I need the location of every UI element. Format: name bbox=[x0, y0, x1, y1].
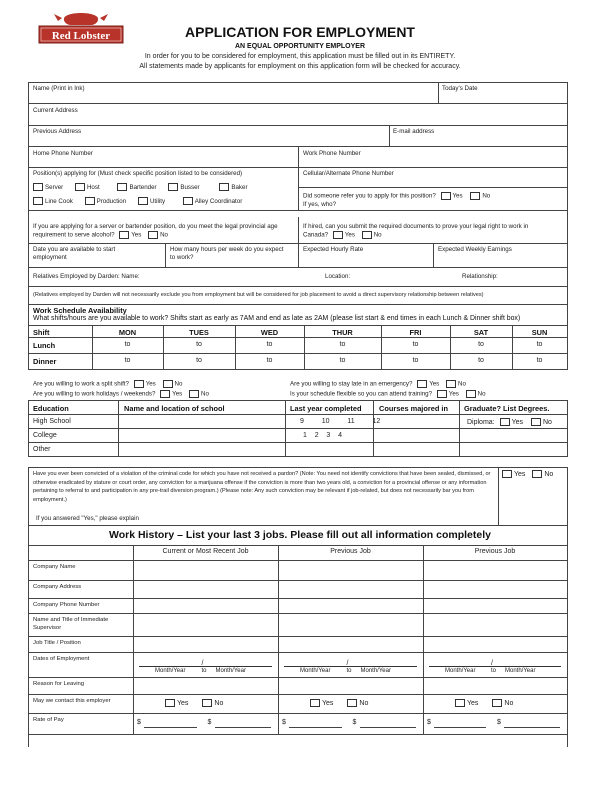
work-history-field[interactable] bbox=[135, 582, 276, 596]
work-history-label-7: Reason for Leaving bbox=[33, 681, 85, 687]
age-yes-label: Yes bbox=[131, 231, 142, 239]
contact-yes-label: Yes bbox=[467, 699, 479, 707]
criminal-yes-checkbox[interactable] bbox=[502, 470, 512, 478]
training-no-checkbox[interactable] bbox=[466, 390, 476, 398]
holidays-text: Are you willing to work holidays / weekends? bbox=[33, 390, 156, 398]
contact-no-checkbox[interactable] bbox=[202, 699, 212, 707]
holidays-no-checkbox[interactable] bbox=[189, 390, 199, 398]
contact-yes-checkbox[interactable] bbox=[455, 699, 465, 707]
end-monthyear[interactable]: Month/Year bbox=[360, 668, 391, 674]
schedule-cell-lunch-sat[interactable]: to bbox=[478, 341, 484, 348]
cell-phone-label: Cellular/Alternate Phone Number bbox=[303, 170, 394, 177]
form-subtitle: AN EQUAL OPPORTUNITY EMPLOYER bbox=[234, 43, 366, 50]
contact-yes-checkbox[interactable] bbox=[165, 699, 175, 707]
work-phone-label: Work Phone Number bbox=[303, 150, 361, 157]
hs-years bbox=[300, 418, 380, 425]
relatives-relationship-label: Relationship: bbox=[462, 273, 498, 280]
contact-no-checkbox[interactable] bbox=[492, 699, 502, 707]
emergency-no-checkbox[interactable] bbox=[446, 380, 456, 388]
college-year-1[interactable]: 1 bbox=[303, 432, 307, 439]
relatives-location-label: Location: bbox=[325, 273, 351, 280]
holidays-no-label: No bbox=[201, 390, 209, 398]
work-history-column-1: Current or Most Recent Job bbox=[162, 548, 249, 555]
age-question-line-2 bbox=[33, 231, 168, 239]
contact-employer-2 bbox=[310, 699, 368, 707]
busser-label: Busser bbox=[180, 183, 200, 191]
contact-yes-label: Yes bbox=[322, 699, 334, 707]
home-phone-field[interactable] bbox=[40, 158, 290, 167]
edu-row-college: College bbox=[33, 432, 57, 439]
utility-label: Utility bbox=[149, 197, 166, 205]
date-label: Today's Date bbox=[442, 85, 478, 92]
email-field[interactable] bbox=[393, 136, 563, 145]
legal-right-yes-label: Yes bbox=[344, 231, 355, 239]
emergency-yes-label: Yes bbox=[429, 380, 440, 388]
criminal-yes-label: Yes bbox=[514, 470, 526, 478]
split-shift-question bbox=[33, 380, 182, 388]
schedule-header-sat: SAT bbox=[473, 328, 489, 337]
positions-row-1 bbox=[33, 183, 258, 193]
positions-label: Position(s) applying for (Must check specific position listed to be considered) bbox=[33, 170, 243, 177]
busser-checkbox[interactable] bbox=[168, 183, 178, 191]
schedule-cell-lunch-mon[interactable]: to bbox=[124, 341, 131, 348]
age-no-label: No bbox=[160, 231, 168, 239]
work-history-field[interactable] bbox=[280, 615, 421, 634]
expected-earnings-label: Expected Weekly Earnings bbox=[438, 246, 512, 253]
schedule-row-lunch: Lunch bbox=[33, 341, 56, 350]
age-question-line-1: If you are applying for a server or bartender position, do you meet the legal provincial age bbox=[33, 223, 278, 230]
criminal-question: Have you ever been convicted of a violation of the criminal code for which you have not received a pardon? (Note: You need not identify convictions that have been sealed, dismissed, or otherwise eradicated by stature or court order, any conviction for a marijuana offense if the conviction is more than two years old, a conviction for a provincial offense or any information pertaining to referral to and participation in any pre-trail diversion program.) (Please note: Any such conviction may be relevant if job-related, but does not necessarily bar you from employment.) bbox=[33, 471, 491, 503]
start-monthyear[interactable]: Month/Year bbox=[155, 668, 186, 674]
email-label: E-mail address bbox=[393, 128, 435, 135]
college-year-2[interactable]: 2 bbox=[314, 432, 319, 439]
criminal-explain-label: If you answered "Yes," please explain bbox=[36, 515, 139, 522]
schedule-cell-lunch-fri[interactable]: to bbox=[412, 341, 419, 348]
work-history-label-3: Company Phone Number bbox=[33, 602, 100, 608]
work-history-field[interactable] bbox=[280, 582, 421, 596]
logo-text: Red Lobster bbox=[51, 30, 111, 42]
emergency-yes-checkbox[interactable] bbox=[417, 380, 427, 388]
alley-coordinator-checkbox[interactable] bbox=[183, 197, 193, 205]
server-label: Server bbox=[45, 183, 64, 191]
baker-label: Baker bbox=[231, 183, 248, 191]
work-history-field[interactable] bbox=[135, 615, 276, 634]
end-monthyear[interactable]: Month/Year bbox=[505, 668, 536, 674]
holidays-yes-label: Yes bbox=[172, 390, 183, 398]
schedule-cell-dinner-sat[interactable]: to bbox=[478, 357, 484, 364]
positions-row-2 bbox=[33, 197, 252, 207]
instruction-line-1: In order for you to be considered for employment, this application must be filled out in its ENTIRETY. bbox=[144, 53, 456, 60]
work-history-field[interactable] bbox=[280, 679, 421, 692]
work-history-label-5: Job Title / Position bbox=[33, 640, 81, 646]
utility-checkbox[interactable] bbox=[138, 197, 148, 205]
emergency-no-label: No bbox=[458, 380, 466, 388]
line-cook-label: Line Cook bbox=[45, 197, 73, 205]
production-label: Production bbox=[96, 197, 127, 205]
training-no-label: No bbox=[477, 390, 486, 398]
split-yes-checkbox[interactable] bbox=[134, 380, 144, 388]
contact-employer-1 bbox=[165, 699, 223, 707]
schedule-row-dinner: Dinner bbox=[33, 357, 57, 366]
work-history-label-1: Company Name bbox=[33, 564, 76, 570]
criminal-answer bbox=[502, 470, 553, 478]
schedule-question: What shifts/hours are you available to work? Shifts start as early as 7AM and end as late as 2AM (please list start & end times in each Lunch & Dinner shift box) bbox=[33, 315, 521, 322]
referral-no-label: No bbox=[482, 192, 491, 200]
legal-right-text: Canada? bbox=[303, 231, 329, 239]
work-history-field[interactable] bbox=[425, 638, 565, 650]
age-no-checkbox[interactable] bbox=[148, 231, 158, 239]
training-yes-label: Yes bbox=[448, 390, 459, 398]
legal-right-no-checkbox[interactable] bbox=[362, 231, 372, 239]
home-phone-label: Home Phone Number bbox=[33, 150, 93, 157]
contact-no-label: No bbox=[359, 699, 369, 707]
legal-right-line-2 bbox=[303, 231, 382, 239]
edu-header-graduate: Graduate? List Degrees. bbox=[464, 404, 550, 413]
schedule-header-sun: SUN bbox=[531, 328, 548, 337]
referral-no-checkbox[interactable] bbox=[470, 192, 480, 200]
training-text: Is your schedule flexible so you can attend training? bbox=[290, 390, 433, 398]
split-no-label: No bbox=[174, 380, 183, 388]
edu-row-high-school: High School bbox=[33, 418, 71, 425]
host-checkbox[interactable] bbox=[75, 183, 85, 191]
rate-dollar-1: $ bbox=[137, 719, 141, 726]
schedule-cell-dinner-sun[interactable]: to bbox=[536, 357, 543, 364]
hs-year-9[interactable]: 9 bbox=[300, 418, 304, 425]
date-to: to bbox=[346, 668, 352, 674]
work-history-label-8: May we contact this employer bbox=[33, 698, 111, 704]
holidays-yes-checkbox[interactable] bbox=[160, 390, 170, 398]
hs-year-11[interactable]: 11 bbox=[347, 418, 355, 425]
current-address-label: Current Address bbox=[33, 107, 78, 114]
name-label: Name (Print in Ink) bbox=[33, 85, 85, 92]
contact-no-checkbox[interactable] bbox=[347, 699, 357, 707]
emergency-question bbox=[290, 380, 466, 388]
legal-right-yes-checkbox[interactable] bbox=[333, 231, 343, 239]
edu-header-year: Last year completed bbox=[290, 404, 362, 413]
previous-address-label: Previous Address bbox=[33, 128, 82, 135]
age-yes-checkbox[interactable] bbox=[119, 231, 129, 239]
start-monthyear[interactable]: Month/Year bbox=[445, 668, 476, 674]
referral-yes-checkbox[interactable] bbox=[441, 192, 451, 200]
holidays-question bbox=[33, 390, 209, 398]
start-date-label-1: Date you are available to start bbox=[33, 246, 116, 253]
age-question-text: requirement to serve alcohol? bbox=[33, 231, 115, 239]
contact-no-label: No bbox=[504, 699, 514, 707]
rate-dollar-2: $ bbox=[497, 719, 501, 726]
work-history-field[interactable] bbox=[135, 600, 276, 611]
date-to: to bbox=[201, 668, 207, 674]
hs-year-12[interactable]: 12 bbox=[372, 418, 381, 425]
schedule-header-fri: FRI bbox=[409, 328, 422, 337]
host-label: Host bbox=[86, 183, 100, 191]
schedule-heading: Work Schedule Availability bbox=[33, 306, 127, 315]
work-history-label-4: Name and Title of Immediate Supervisor bbox=[33, 617, 109, 631]
expected-rate-label: Expected Hourly Rate bbox=[303, 246, 364, 253]
criminal-no-checkbox[interactable] bbox=[532, 470, 542, 478]
work-history-field[interactable] bbox=[425, 615, 565, 634]
edu-header-courses: Courses majored in bbox=[379, 404, 448, 413]
work-history-field[interactable] bbox=[135, 638, 276, 650]
end-monthyear[interactable]: Month/Year bbox=[215, 668, 246, 674]
work-history-field[interactable] bbox=[280, 562, 421, 578]
schedule-header-thur: THUR bbox=[332, 328, 353, 337]
diploma-no-label: No bbox=[542, 418, 552, 426]
hours-label-2: to work? bbox=[170, 254, 194, 261]
work-history-label-2: Company Address bbox=[33, 584, 82, 590]
college-year-4[interactable]: 4 bbox=[338, 432, 342, 439]
schedule-cell-dinner-mon[interactable]: to bbox=[124, 357, 131, 364]
work-history-field[interactable] bbox=[425, 679, 565, 692]
schedule-header-tues: TUES bbox=[189, 328, 209, 337]
legal-right-line-1: If hired, can you submit the required documents to prove your legal right to work in bbox=[303, 223, 529, 230]
schedule-header-shift: Shift bbox=[33, 328, 50, 337]
work-history-field[interactable] bbox=[425, 600, 565, 611]
start-date-label-2: employment bbox=[33, 254, 67, 261]
line-cook-checkbox[interactable] bbox=[33, 197, 43, 205]
referral-question bbox=[303, 192, 490, 200]
split-no-checkbox[interactable] bbox=[163, 380, 173, 388]
work-history-field[interactable] bbox=[135, 562, 276, 578]
work-history-field[interactable] bbox=[425, 562, 565, 578]
relatives-note: (Relatives employed by Darden will not necessarily exclude you from employment but will be considered for job placement to avoid a direct supervisory relationship between relatives) bbox=[33, 292, 484, 298]
edu-row-other: Other bbox=[33, 446, 51, 453]
schedule-cell-lunch-tues[interactable]: to bbox=[196, 341, 202, 348]
contact-employer-3 bbox=[455, 699, 513, 707]
rate-dollar-2: $ bbox=[352, 719, 357, 726]
edu-header-school: Name and location of school bbox=[124, 404, 225, 413]
start-monthyear[interactable]: Month/Year bbox=[300, 668, 331, 674]
work-history-field[interactable] bbox=[280, 638, 421, 650]
work-phone-field[interactable] bbox=[303, 158, 563, 167]
relatives-label: Relatives Employed by Darden: Name: bbox=[33, 273, 140, 280]
contact-yes-checkbox[interactable] bbox=[310, 699, 320, 707]
rate-dollar-1: $ bbox=[427, 719, 431, 726]
college-year-3[interactable]: 3 bbox=[326, 432, 331, 439]
schedule-cell-dinner-tues[interactable]: to bbox=[196, 357, 202, 364]
instruction-line-2: All statements made by applicants for employment on this application form will be checked for accuracy. bbox=[139, 63, 461, 70]
split-shift-text: Are you willing to work a split shift? bbox=[33, 380, 129, 388]
diploma-yes-label: Yes bbox=[511, 418, 523, 426]
contact-yes-label: Yes bbox=[177, 699, 189, 707]
work-history-field[interactable] bbox=[135, 679, 276, 692]
date-field[interactable] bbox=[442, 93, 562, 102]
work-history-column-2: Previous Job bbox=[330, 548, 371, 555]
college-years bbox=[303, 432, 342, 439]
work-history-label-6: Dates of Employment bbox=[33, 656, 90, 662]
production-checkbox[interactable] bbox=[85, 197, 95, 205]
contact-no-label: No bbox=[214, 699, 224, 707]
work-history-heading: Work History – List your last 3 jobs. Please fill out all information completely bbox=[109, 529, 491, 541]
hours-label-1: How many hours per week do you expect bbox=[170, 246, 284, 253]
schedule-cell-dinner-wed[interactable]: to bbox=[266, 357, 273, 364]
alley-coordinator-label: Alley Coordinator bbox=[194, 197, 243, 205]
referral-who-label: If yes, who? bbox=[303, 201, 337, 208]
current-address-field[interactable] bbox=[40, 115, 560, 124]
date-slash: / bbox=[491, 660, 493, 667]
work-history-field[interactable] bbox=[280, 600, 421, 611]
rate-dollar-1: $ bbox=[282, 719, 286, 726]
rate-dollar-2: $ bbox=[207, 719, 212, 726]
date-slash: / bbox=[346, 660, 349, 667]
referral-text: Did someone refer you to apply for this position? bbox=[303, 192, 436, 200]
schedule-cell-lunch-wed[interactable]: to bbox=[266, 341, 273, 348]
edu-header-education: Education bbox=[33, 404, 69, 413]
training-question bbox=[290, 390, 486, 398]
criminal-no-label: No bbox=[544, 470, 554, 478]
schedule-cell-dinner-thur[interactable]: to bbox=[339, 357, 346, 364]
baker-checkbox[interactable] bbox=[219, 183, 229, 191]
schedule-cell-dinner-fri[interactable]: to bbox=[412, 357, 419, 364]
diploma-no-checkbox[interactable] bbox=[531, 418, 541, 426]
work-history-field[interactable] bbox=[425, 582, 565, 596]
bartender-label: Bartender bbox=[129, 183, 157, 191]
schedule-header-mon: MON bbox=[118, 328, 137, 337]
form-title: APPLICATION FOR EMPLOYMENT bbox=[185, 24, 415, 40]
date-slash: / bbox=[201, 660, 204, 667]
diploma-label: Diploma: bbox=[467, 418, 495, 426]
schedule-header-wed: WED bbox=[260, 328, 279, 337]
training-yes-checkbox[interactable] bbox=[437, 390, 447, 398]
legal-right-no-label: No bbox=[373, 231, 382, 239]
date-to: to bbox=[491, 668, 497, 674]
work-history-label-9: Rate of Pay bbox=[33, 717, 64, 723]
previous-address-field[interactable] bbox=[40, 136, 380, 145]
hs-year-10[interactable]: 10 bbox=[321, 418, 330, 425]
server-checkbox[interactable] bbox=[33, 183, 43, 191]
split-yes-label: Yes bbox=[145, 380, 156, 388]
schedule-cell-lunch-thur[interactable]: to bbox=[339, 341, 346, 348]
diploma-question bbox=[467, 418, 552, 426]
work-history-column-3: Previous Job bbox=[474, 548, 516, 555]
referral-yes-label: Yes bbox=[452, 192, 463, 200]
bartender-checkbox[interactable] bbox=[117, 183, 127, 191]
schedule-cell-lunch-sun[interactable]: to bbox=[536, 341, 543, 348]
name-field[interactable] bbox=[40, 93, 430, 102]
diploma-yes-checkbox[interactable] bbox=[500, 418, 510, 426]
emergency-text: Are you willing to stay late in an emergency? bbox=[290, 380, 413, 388]
